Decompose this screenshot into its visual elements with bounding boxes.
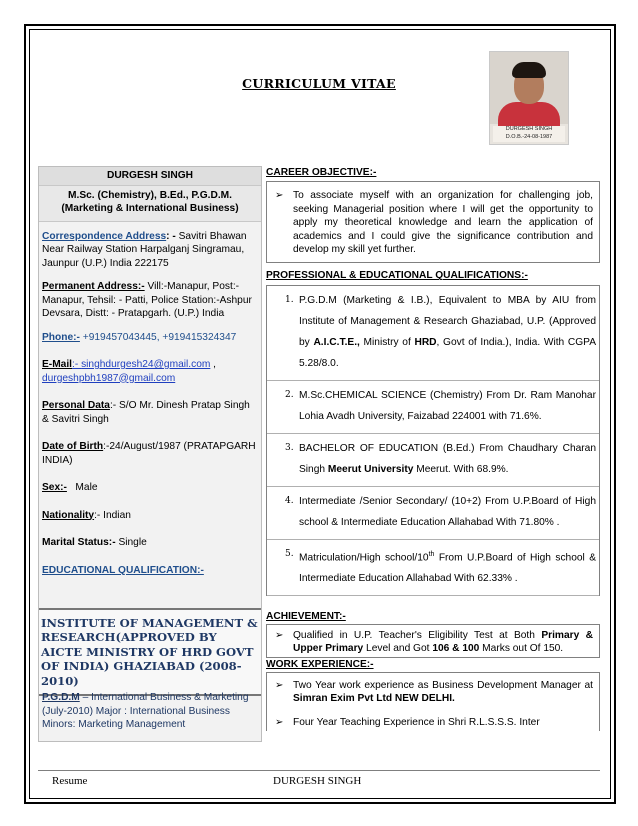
phone-label: Phone:- — [42, 331, 80, 343]
qualification-text: Ministry of — [359, 336, 415, 348]
qualification-number: 4. — [285, 495, 294, 506]
qualification-number: 5. — [285, 548, 294, 559]
permanent-address — [39, 280, 261, 321]
qualification-text: Meerut. With 68.9%. — [413, 463, 509, 475]
qualification-superscript: th — [428, 550, 435, 558]
achievement-box — [266, 624, 600, 659]
qualification-row — [267, 487, 599, 540]
document-title: CURRICULUM VITAE — [242, 76, 396, 91]
marital-value: Single — [118, 537, 147, 548]
sex — [39, 481, 261, 495]
nationality: Nationality:- Indian — [42, 509, 131, 521]
dob-label: Date of Birth — [42, 441, 104, 452]
date-of-birth: Date of Birth:-24/August/1987 (PRATAPGARH INDIA) — [42, 441, 256, 466]
phone — [39, 331, 261, 345]
work-text: Four Year Teaching Experience in Shri R.L.S.S.S. Inter — [293, 716, 540, 728]
qualification-text: Intermediate /Senior Secondary/ (10+2) From U.P.Board of High school & Intermediate Education Allahabad With 71.80% . — [299, 495, 596, 528]
dob-value: 24/August/1987 (PRATAPGARH INDIA) — [42, 441, 256, 466]
photo-hair — [512, 62, 546, 78]
qualification-bold: Meerut University — [327, 463, 414, 475]
marital-status — [39, 536, 261, 550]
qualification-text: P.G.D.M (Marketing & I.B.), Equivalent to MBA by AIU from Institute of Management & Research Ghaziabad, U.P. (Approved by — [299, 294, 596, 348]
footer-right: DURGESH SINGH — [273, 775, 362, 787]
career-objective-heading: CAREER OBJECTIVE:- — [266, 167, 377, 178]
career-objective-text — [267, 189, 593, 256]
achievement-bold: 106 & 100 — [432, 643, 480, 655]
qualification-row — [267, 540, 599, 596]
achievement-heading: ACHIEVEMENT:- — [266, 611, 346, 623]
nationality-label: Nationality — [42, 509, 95, 521]
achievement-text — [267, 629, 593, 656]
qualification-bold: HRD — [414, 336, 437, 348]
qualification-text: From U.P.Board of High school & Intermediate Education Allahabad With 62.33% . — [299, 552, 596, 585]
sex-value: Male — [75, 482, 98, 493]
qualification-row — [267, 434, 599, 487]
nationality-value: Indian — [103, 509, 131, 521]
work-item — [267, 679, 593, 706]
personal-value: S/O Mr. Dinesh Pratap Singh & Savitri Singh — [42, 400, 250, 425]
qualification-number: 1. — [285, 294, 294, 305]
profile-photo — [489, 51, 569, 145]
correspondence-label: Correspondence Address — [42, 230, 167, 242]
pgdm-details — [39, 691, 261, 732]
qualification-text: Matriculation/High school/10 — [299, 552, 429, 564]
correspondence-value: Savitri Bhawan Near Railway Station Harpalganj Singramau, Jaunpur (U.P.) India 222175 — [42, 230, 247, 269]
career-objective-box — [266, 181, 600, 263]
personal-label: Personal Data — [42, 400, 110, 411]
career-text: To associate myself with an organization for challenging job, seeking Managerial position where I will get the opportunity to apply my theoretical knowledge and learn the application of academics and I could give the significance contribution and develop my skill yet further. — [293, 190, 593, 256]
pgdm-title: P.G.D.M — [42, 692, 80, 703]
pgdm-rest: – International Business & Marketing (July-2010) Major : International Business Minors: Marketing Management — [42, 692, 249, 730]
right-column — [266, 166, 600, 742]
achievement-bold: Primary & Upper Primary — [293, 629, 593, 655]
work-experience-box — [266, 672, 600, 731]
educational-qualification-heading — [39, 564, 261, 578]
permanent-label: Permanent Address:- — [42, 281, 145, 292]
arrow-bullet-icon: ➢ — [275, 716, 284, 728]
work-text: Two Year work experience as Business Development Manager at — [293, 679, 593, 691]
footer-divider — [38, 770, 600, 771]
marital-label: Marital Status:- — [42, 537, 116, 548]
institute-name: INSTITUTE OF MANAGEMENT & RESEARCH(APPROVED BY AICTE MINISTRY OF HRD GOVT OF INDIA) GHAZIABAD (2008-2010) — [39, 608, 261, 696]
qualification-number: 2. — [285, 389, 294, 400]
sex-label: Sex:- — [42, 482, 67, 493]
personal-data: Personal Data:- S/O Mr. Dinesh Pratap Singh & Savitri Singh — [42, 400, 250, 425]
email-label: E-Mail — [42, 359, 73, 370]
arrow-bullet-icon: ➢ — [275, 190, 284, 202]
arrow-bullet-icon: ➢ — [275, 679, 284, 691]
permanent-value: Vill:-Manapur, Post:-Manapur, Tehsil: - Patti, Police Station:-Ashpur Devsara, Distt: - Pratapgarh. (U.P.) India — [42, 281, 252, 319]
email: E-Mail:- singhdurgesh24@gmail.com , durgeshpbh1987@gmail.com — [42, 359, 217, 384]
edu-label: EDUCATIONAL QUALIFICATION:- — [42, 564, 204, 576]
qualification-row — [267, 381, 599, 434]
qualifications-table — [266, 285, 600, 596]
professional-qualifications-heading: PROFESSIONAL & EDUCATIONAL QUALIFICATIONS:- — [266, 270, 528, 282]
candidate-degree: M.Sc. (Chemistry), B.Ed., P.G.D.M. (Marketing & International Business) — [39, 186, 261, 222]
email-link-2[interactable]: durgeshpbh1987@gmail.com — [42, 372, 176, 384]
qualification-bold: A.I.C.T.E., — [313, 336, 360, 348]
work-experience-heading: WORK EXPERIENCE:- — [266, 659, 374, 671]
footer-left: Resume — [52, 775, 88, 787]
qualification-number: 3. — [285, 442, 294, 453]
photo-caption-name: DURGESH SINGH — [505, 126, 553, 132]
left-column — [38, 166, 262, 742]
qualification-row — [267, 286, 599, 381]
work-bold: Simran Exim Pvt Ltd NEW DELHI. — [293, 693, 455, 705]
candidate-name: DURGESH SINGH — [39, 167, 261, 186]
work-item — [267, 716, 593, 729]
achievement-part: Marks out Of 150. — [479, 643, 564, 655]
correspondence-address: Correspondence Address: - Savitri Bhawan Near Railway Station Harpalganj Singramau, Jaunpur (U.P.) India 222175 — [42, 230, 247, 269]
email-link-1[interactable]: singhdurgesh24@gmail.com — [81, 359, 211, 370]
photo-caption — [493, 126, 565, 142]
achievement-part: Level and Got — [363, 643, 433, 655]
phone-value: +919457043445, +919415324347 — [82, 331, 237, 343]
qualification-text: M.Sc.CHEMICAL SCIENCE (Chemistry) From Dr. Ram Manohar Lohia Avadh University, Faizabad 224001 with 71.6%. — [299, 389, 596, 422]
achievement-part: Qualified in U.P. Teacher's Eligibility Test at Both — [293, 629, 542, 641]
arrow-bullet-icon: ➢ — [275, 629, 284, 641]
qualification-text: BACHELOR OF EDUCATION (B.Ed.) From Chaudhary Charan Singh — [299, 442, 596, 475]
qualification-text: , Govt of India.), India. With CGPA 5.28/8.0. — [299, 336, 596, 369]
photo-caption-dob: D.O.B.-24-08-1987 — [505, 133, 553, 140]
